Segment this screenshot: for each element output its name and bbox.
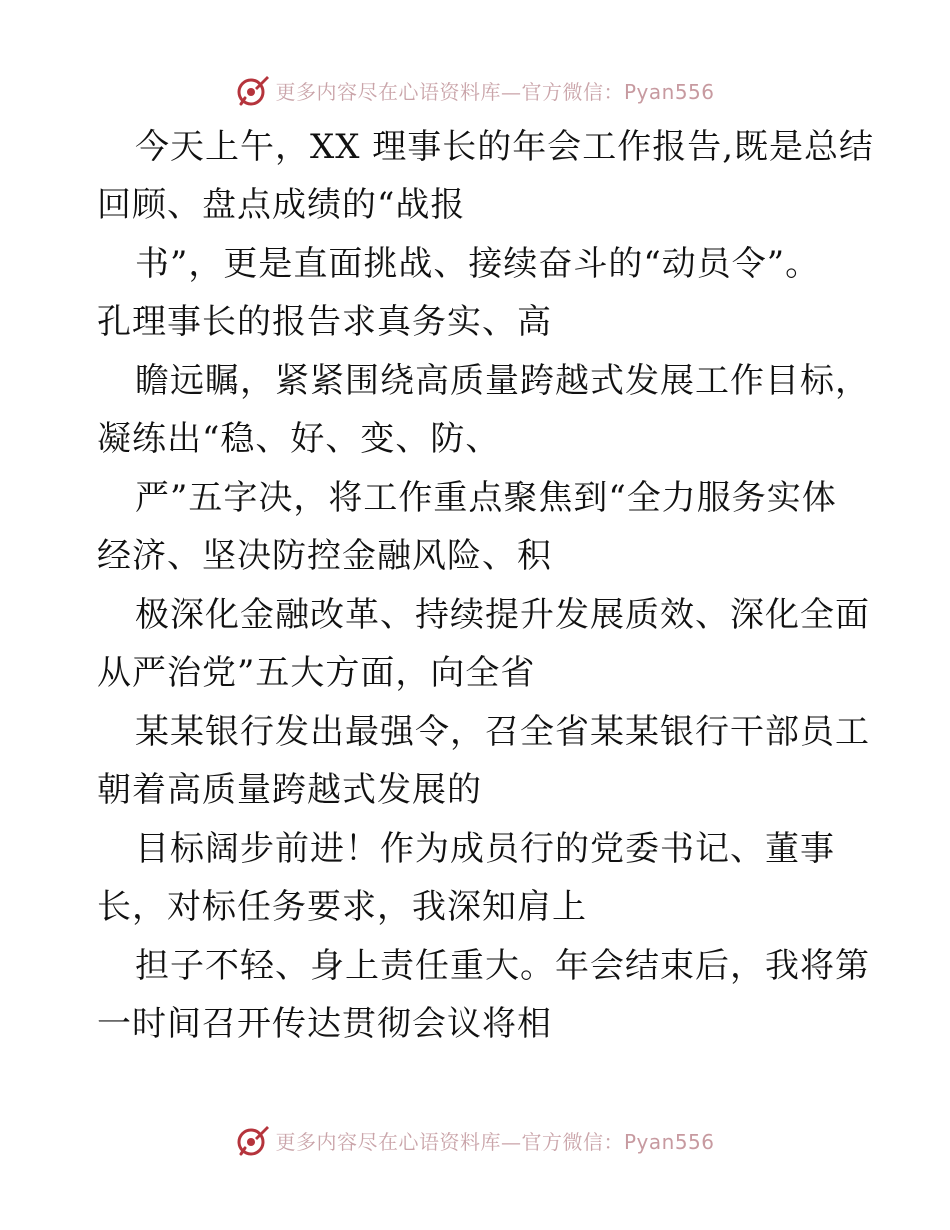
brush-logo-icon	[235, 1122, 271, 1158]
watermark-text: 更多内容尽在心语资料库—官方微信：Pyan556	[275, 1129, 715, 1154]
body-line: 从严治党”五大方面，向全省	[97, 653, 536, 693]
body-line: 一时间召开传达贯彻会议将相	[97, 1004, 552, 1044]
watermark-text: 更多内容尽在心语资料库—官方微信：Pyan556	[275, 79, 715, 104]
body-line: 凝练出“稳、好、变、防、	[97, 419, 501, 459]
body-line: 回顾、盘点成绩的“战报	[97, 185, 466, 225]
footer-watermark	[0, 1120, 950, 1160]
watermark-wechat-id: Pyan556	[623, 79, 715, 104]
body-line: 朝着高质量跨越式发展的	[97, 770, 482, 810]
body-line: 孔理事长的报告求真务实、高	[97, 302, 552, 342]
body-line: 经济、坚决防控金融风险、积	[97, 536, 552, 576]
body-line: 长，对标任务要求，我深知肩上	[97, 887, 587, 927]
brush-logo-icon	[235, 72, 271, 108]
body-line: 今天上午，XX 理事长的年会工作报告,既是总结	[135, 127, 875, 167]
body-line: 书”，更是直面挑战、接续奋斗的“动员令”。	[135, 244, 821, 284]
body-line: 担子不轻、身上责任重大。年会结束后，我将第	[135, 946, 870, 986]
body-line: 某某银行发出最强令，召全省某某银行干部员工	[135, 712, 870, 752]
body-line: 严”五字决，将工作重点聚焦到“全力服务实体	[135, 478, 837, 518]
body-line: 瞻远瞩，紧紧围绕高质量跨越式发展工作目标，	[135, 361, 870, 401]
header-watermark	[0, 70, 950, 110]
watermark-wechat-id: Pyan556	[623, 1129, 715, 1154]
body-line: 极深化金融改革、持续提升发展质效、深化全面	[135, 595, 870, 635]
body-line: 目标阔步前进！作为成员行的党委书记、董事	[135, 829, 835, 869]
